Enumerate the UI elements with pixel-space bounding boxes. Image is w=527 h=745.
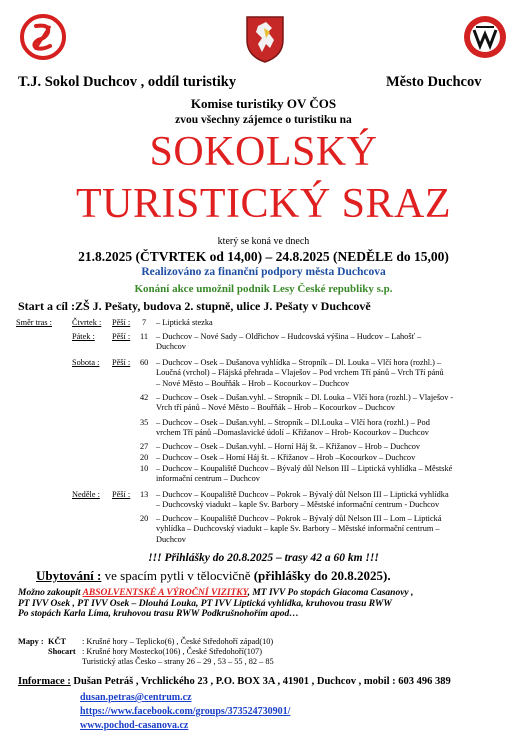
route-day-thursday: Čtvrtek : — [72, 318, 102, 327]
maps-section — [18, 637, 518, 671]
route-text: – Duchcov – Osek – Dušan.vyhl. – Stropník – Dl.Louka – Vlčí hora (rozhl.) – Pod — [156, 418, 430, 427]
route-text-cont: vyhlídka – Duchcovský viadukt – kaple Sv. Barbory – Městské informační centrum – — [156, 524, 440, 534]
purchase-line2: PT IVV Osek , PT IVV Osek – Dlouhá Louka, PT IVV Liptická vyhlídka, kruhovou trasu RWW — [18, 598, 392, 609]
route-text-cont: Vrch tří pánů – Nové Město – Bouřňák – Hrob – Kocourkov – Duchcov — [156, 403, 395, 413]
partner-line: Konání akce umožnil podnik Lesy České republiky s.p. — [134, 283, 393, 295]
route-km: 10 — [140, 464, 149, 473]
route-text: – Liptická stezka — [156, 318, 213, 327]
event-intro: který se koná ve dnech — [217, 236, 310, 247]
accommodation — [36, 568, 391, 584]
route-km: 42 — [140, 393, 149, 402]
route-mode-saturday: Pěší : — [112, 358, 131, 367]
route-km: 27 — [140, 442, 149, 451]
route-text-cont: – Duchcovský viadukt – kaple Sv. Barbory – Městské informační centrum - Duchcov — [156, 500, 440, 510]
badges-highlight: ABSOLVENTSKÉ A VÝROČNÍ VIZITKY — [82, 588, 248, 598]
sponsor-line: Realizováno za finanční podpory města Duchcova — [141, 266, 386, 278]
route-day-sunday: Neděle : — [72, 490, 100, 499]
route-km: 13 — [140, 490, 149, 499]
event-title-line1: SOKOLSKÝ — [149, 129, 378, 175]
event-dates: 21.8.2025 (ČTVRTEK od 14,00) – 24.8.2025 (NEDĚLE do 15,00) — [78, 249, 449, 264]
route-km: 7 — [142, 318, 147, 327]
route-text: – Duchcov – Koupaliště Duchcov – Pokrok – Bývalý důl Nelson III – Lom – Liptická — [156, 514, 442, 523]
accommodation-text: ve spacím pytli v tělocvičně — [101, 568, 254, 583]
route-km: 11 — [140, 332, 148, 341]
contact-label: Informace : — [18, 676, 71, 687]
accommodation-label: Ubytování : — [36, 568, 102, 583]
maps-shocart: : Krušné hory Mostecko(106) , České Středohoří(107) — [82, 647, 262, 656]
route-text: – Duchcov – Osek – Dušan.vyhl. – Horní Háj št. – Křižanov – Hrob – Duchcov — [156, 442, 421, 451]
route-mode-sunday: Pěší : — [112, 490, 131, 499]
route-day-friday: Pátek : — [72, 332, 95, 341]
route-km: 35 — [140, 418, 149, 427]
maps-shocart-label: Shocart — [48, 647, 76, 656]
email-link[interactable]: dusan.petras@centrum.cz — [80, 692, 192, 703]
route-text-cont: Loučná (vrchol) – Flájská přehrada – Vlaješov – Pod vrchem Tří pánů – Vrch Tří pánů — [156, 368, 444, 378]
maps-kct: : Krušné hory – Teplicko(6) , České Středohoří západ(10) — [82, 637, 274, 646]
maps-atlas: Turistický atlas Česko – strany 26 – 29 , 53 – 55 , 82 – 85 — [82, 657, 274, 666]
start-location: Start a cíl :ZŠ J. Pešaty, budova 2. stupně, ulice J. Pešaty v Duchcově — [18, 299, 371, 313]
town-name: Město Duchcov — [386, 74, 482, 90]
ivv-logo — [462, 14, 508, 60]
route-text: – Duchcov – Koupaliště Duchcov – Bývalý důl Nelson III – Liptická vyhlídka – Městské — [156, 464, 453, 473]
route-mode-friday: Pěší : — [112, 332, 131, 341]
registration-deadline: !!! Přihlášky do 20.8.2025 – trasy 42 a 60 km !!! — [148, 552, 379, 564]
accommodation-deadline: (přihlášky do 20.8.2025). — [253, 568, 391, 583]
route-text: – Duchcov – Osek – Horní Háj št. – Křižanov – Hrob –Kocourkov – Duchcov — [156, 453, 416, 462]
contact-text: Dušan Petráš , Vrchlického 23 , P.O. BOX 3A , 41901 , Duchcov , mobil : 603 496 389 — [70, 676, 451, 687]
purchase-info — [18, 588, 518, 620]
route-text: – Duchcov – Nové Sady – Oldřichov – Hudcovská výšina – Hudcov – Lahošť – — [156, 332, 422, 341]
organizer-name: T.J. Sokol Duchcov , oddíl turistiky — [18, 74, 237, 90]
route-km: 60 — [140, 358, 149, 367]
duchcov-coat-of-arms — [244, 14, 286, 64]
routes-header-label: Směr tras : — [16, 318, 52, 327]
purchase-line3: Po stopách Karla Líma, kruhovou trasu RWW Podkrušnohořím apod… — [18, 609, 299, 620]
route-text-cont: Duchcov — [156, 534, 186, 544]
sokol-logo — [20, 14, 66, 60]
route-mode-thursday: Pěší : — [112, 318, 131, 327]
invitation-line: zvou všechny zájemce o turistiku na — [175, 114, 352, 126]
route-text-cont: vrchem Tří pánů –Domaslavické údolí – Křižanov – Hrob- Kocourkov – Duchcov — [156, 428, 429, 438]
route-km: 20 — [140, 514, 149, 523]
facebook-link[interactable]: https://www.facebook.com/groups/373524730901/ — [80, 706, 291, 717]
route-text-cont: Duchcov — [156, 342, 186, 352]
event-title-line2: TURISTICKÝ SRAZ — [75, 181, 452, 227]
route-text: – Duchcov – Osek – Dušan.vyhl. – Stropník – Dl. Louka – Vlčí hora (rozhl.) – Vlaješov - — [156, 393, 454, 402]
purchase-rest: , MT IVV Po stopách Giacoma Casanovy , — [247, 588, 414, 598]
contact-info — [18, 676, 451, 687]
purchase-lead: Možno zakoupit — [18, 588, 83, 598]
route-text: – Duchcov – Osek – Dušanova vyhlídka – Stropník – Dl. Louka – Vlčí hora (rozhl.) – — [156, 358, 442, 367]
route-text: – Duchcov – Koupaliště Duchcov – Pokrok – Bývalý důl Nelson III – Liptická vyhlídka — [156, 490, 449, 499]
maps-label: Mapy : — [18, 637, 44, 646]
route-km: 20 — [140, 453, 149, 462]
website-link[interactable]: www.pochod-casanova.cz — [80, 720, 189, 731]
maps-kct-label: KČT — [48, 637, 66, 646]
committee-name: Komise turistiky OV ČOS — [190, 96, 337, 111]
route-text-cont: informační centrum – Duchcov — [156, 474, 260, 484]
route-text-cont: – Nové Město – Bouřňák – Hrob – Kocourkov – Duchcov — [156, 378, 350, 388]
route-day-saturday: Sobota : — [72, 358, 100, 367]
